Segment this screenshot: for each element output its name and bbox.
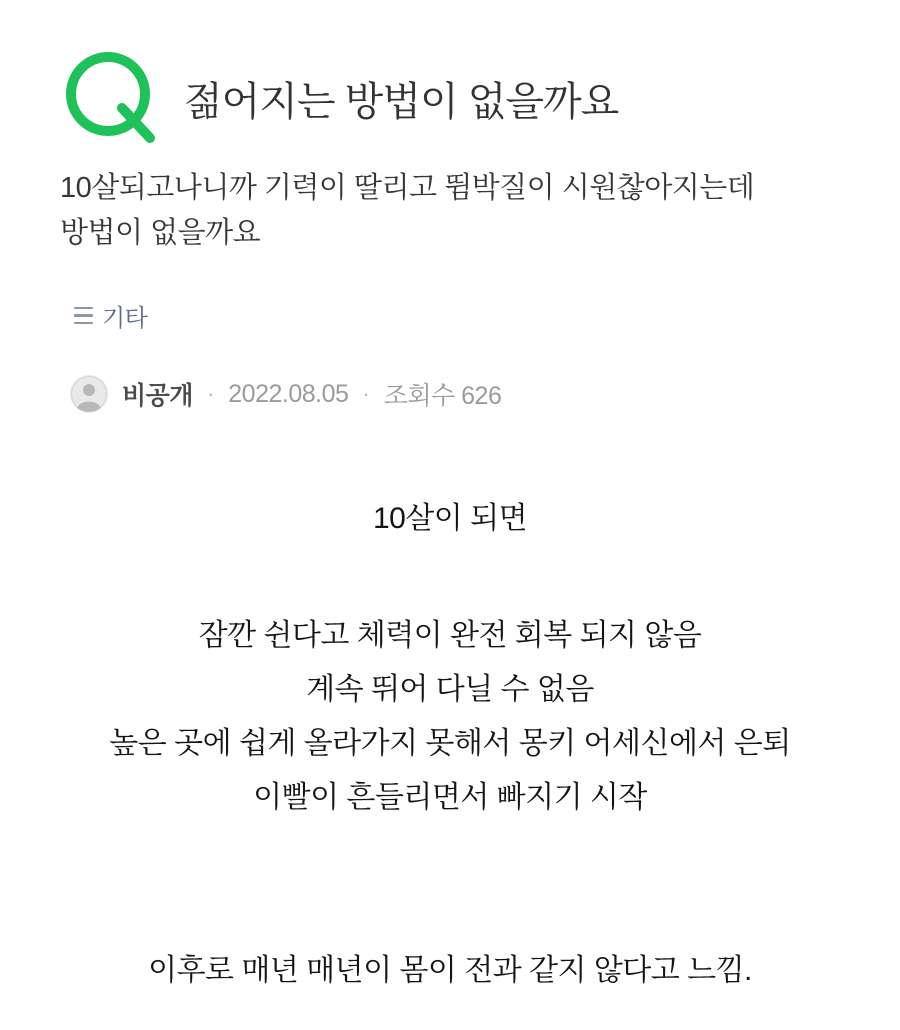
question-header bbox=[0, 0, 900, 150]
question-meta bbox=[70, 375, 900, 413]
answer-line: 이빨이 흔들리면서 빠지기 시작 bbox=[253, 781, 647, 814]
post-date: 2022.08.05 bbox=[228, 379, 349, 408]
answer-intro: 10살이 되면 bbox=[372, 502, 528, 535]
answer-outro: 이후로 매년 매년이 몸이 전과 같지 않다고 느낌. bbox=[148, 954, 752, 987]
view-count: 조회수 626 bbox=[383, 382, 502, 410]
meta-separator: · bbox=[362, 381, 370, 406]
avatar-icon bbox=[70, 375, 108, 413]
answer-line: 높은 곳에 쉽게 올라가지 못해서 몽키 어세신에서 은퇴 bbox=[109, 727, 791, 760]
question-body-line1: 10살되고나니까 기력이 딸리고 뜀박질이 시원찮아지는데 bbox=[60, 172, 755, 204]
question-title: 젊어지는 방법이 없을까요 bbox=[184, 79, 619, 124]
answer-content bbox=[0, 493, 900, 989]
answer-line: 계속 뛰어 다닐 수 없음 bbox=[306, 673, 594, 706]
answer-line: 잠깐 쉰다고 체력이 완전 회복 되지 않음 bbox=[198, 619, 702, 652]
question-q-icon bbox=[60, 46, 160, 150]
category-tag[interactable] bbox=[74, 298, 900, 333]
list-icon bbox=[74, 307, 93, 325]
author-name: 비공개 bbox=[122, 382, 193, 410]
question-body-line2: 방법이 없을까요 bbox=[60, 217, 261, 249]
category-label: 기타 bbox=[102, 305, 148, 332]
question-body bbox=[0, 150, 900, 256]
meta-separator: · bbox=[206, 381, 215, 406]
